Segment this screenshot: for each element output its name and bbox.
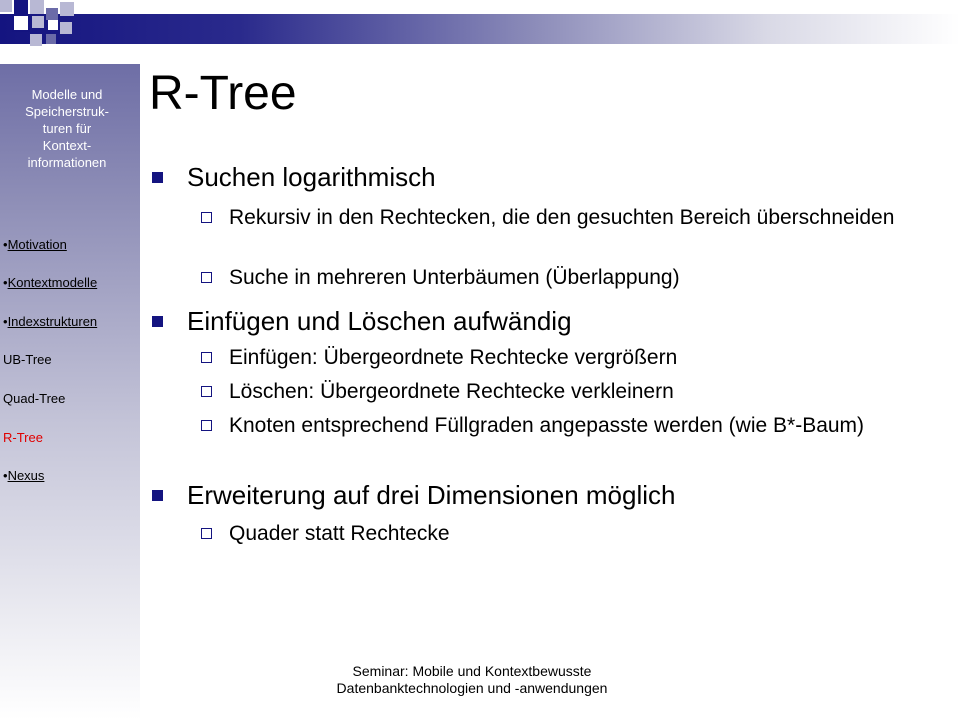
sidebar-item-indexstrukturen[interactable] bbox=[3, 314, 97, 329]
sidebar-item-kontextmodelle[interactable] bbox=[3, 275, 97, 290]
square-bullet-icon bbox=[152, 490, 163, 501]
header-banner bbox=[0, 14, 960, 44]
sidebar-title bbox=[0, 86, 134, 171]
sidebar-item-label: UB-Tree bbox=[3, 352, 52, 367]
page-title: R-Tree bbox=[149, 67, 297, 120]
sidebar-title-line: informationen bbox=[27, 155, 107, 170]
sidebar bbox=[0, 64, 140, 720]
bullet-text: Einfügen und Löschen aufwändig bbox=[187, 306, 572, 336]
sidebar-item-label: Indexstrukturen bbox=[7, 314, 98, 329]
square-bullet-icon bbox=[152, 172, 163, 183]
bullet-text: Einfügen: Übergeordnete Rechtecke vergrößern bbox=[229, 346, 678, 369]
sidebar-item-label: Nexus bbox=[7, 468, 45, 483]
bullet-text: Quader statt Rechtecke bbox=[229, 522, 450, 545]
sidebar-item-label: R-Tree bbox=[3, 430, 43, 445]
sidebar-item-r-tree bbox=[3, 430, 43, 445]
hollow-square-bullet-icon bbox=[201, 528, 212, 539]
hollow-square-bullet-icon bbox=[201, 386, 212, 397]
sidebar-item-quad-tree bbox=[3, 391, 65, 406]
sidebar-title-line: Modelle und bbox=[31, 87, 103, 102]
sidebar-item-label: Quad-Tree bbox=[3, 391, 66, 406]
bullet-text: Rekursiv in den Rechtecken, die den gesuchten Bereich überschneiden bbox=[229, 206, 895, 229]
bullet-text: Suche in mehreren Unterbäumen (Überlappung) bbox=[229, 266, 680, 289]
hollow-square-bullet-icon bbox=[201, 352, 212, 363]
hollow-square-bullet-icon bbox=[201, 212, 212, 223]
hollow-square-bullet-icon bbox=[201, 272, 212, 283]
nav-bullet: • bbox=[3, 468, 8, 483]
footer-line: Seminar: Mobile und Kontextbewusste bbox=[352, 663, 592, 679]
nav-bullet: • bbox=[3, 314, 8, 329]
bullet-text: Löschen: Übergeordnete Rechtecke verkleinern bbox=[229, 380, 674, 403]
sidebar-title-line: Kontext- bbox=[42, 138, 92, 153]
sidebar-item-nexus[interactable] bbox=[3, 468, 44, 483]
nav-bullet: • bbox=[3, 275, 8, 290]
bullet-text: Erweiterung auf drei Dimensionen möglich bbox=[187, 480, 676, 510]
bullet-text: Suchen logarithmisch bbox=[187, 162, 436, 192]
sidebar-item-ub-tree bbox=[3, 352, 52, 367]
footer bbox=[250, 663, 694, 697]
sidebar-title-line: Speicherstruk- bbox=[25, 104, 109, 119]
hollow-square-bullet-icon bbox=[201, 420, 212, 431]
sidebar-item-label: Kontextmodelle bbox=[7, 275, 98, 290]
sidebar-item-label: Motivation bbox=[7, 237, 67, 252]
bullet-text: Knoten entsprechend Füllgraden angepasste werden (wie B*-Baum) bbox=[229, 414, 865, 437]
sidebar-title-line: turen für bbox=[42, 121, 92, 136]
nav-bullet: • bbox=[3, 237, 8, 252]
sidebar-item-motivation[interactable] bbox=[3, 237, 67, 252]
square-bullet-icon bbox=[152, 316, 163, 327]
footer-line: Datenbanktechnologien und -anwendungen bbox=[336, 680, 608, 696]
